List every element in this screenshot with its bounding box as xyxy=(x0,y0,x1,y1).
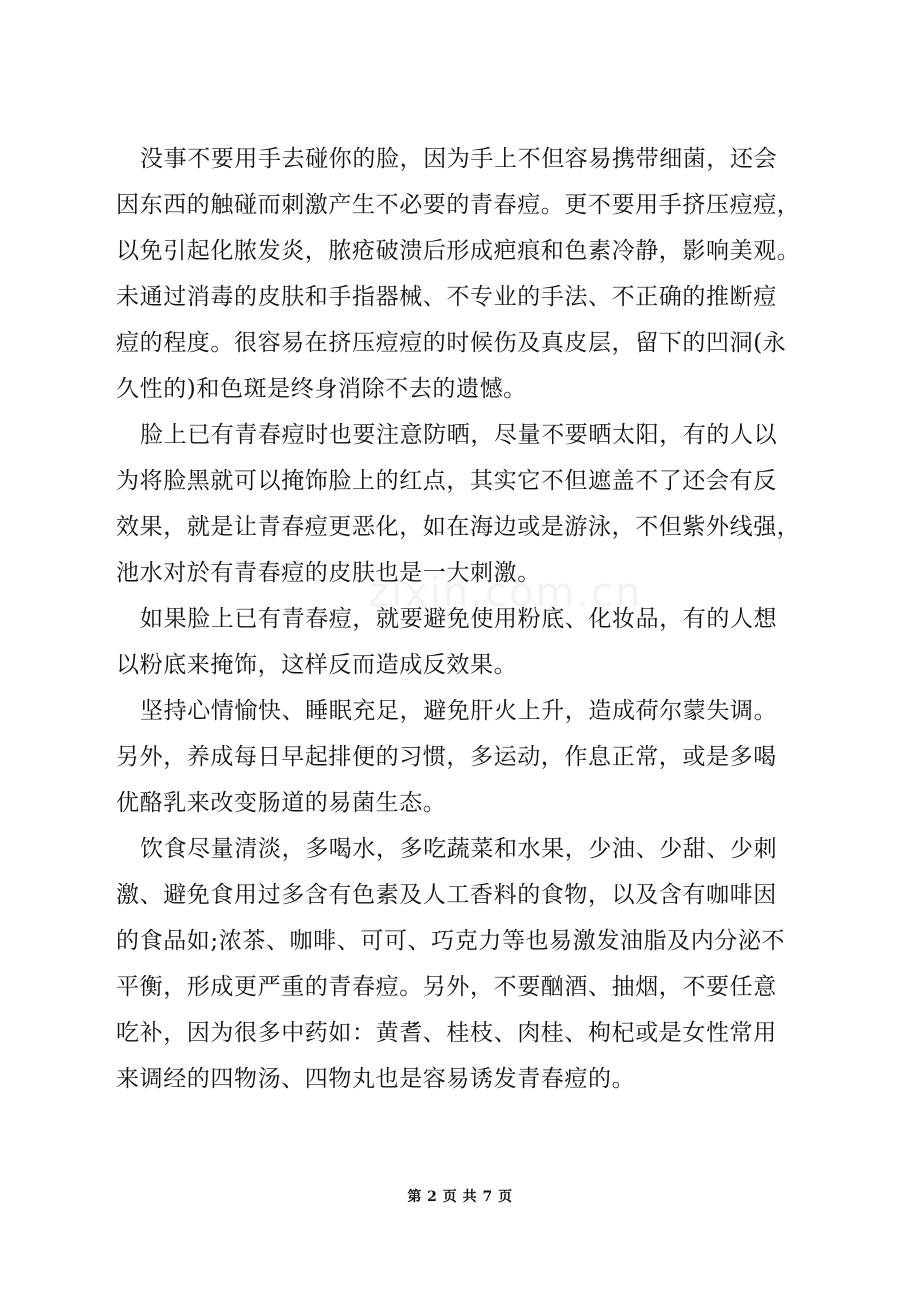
paragraph-line: 效果，就是让青春痘更恶化，如在海边或是游泳，不但紫外线强， xyxy=(116,514,801,540)
paragraph-line: 如果脸上已有青春痘，就要避免使用粉底、化妆品，有的人想 xyxy=(140,606,778,632)
paragraph-line: 吃补，因为很多中药如：黄耆、桂枝、肉桂、枸杞或是女性常用 xyxy=(116,1020,777,1046)
paragraph-line: 脸上已有青春痘时也要注意防晒，尽量不要晒太阳，有的人以 xyxy=(140,422,778,448)
paragraph-line: 激、避免食用过多含有色素及人工香料的食物，以及含有咖啡因 xyxy=(116,882,777,908)
document-body xyxy=(116,136,816,1102)
paragraph-line: 因东西的触碰而刺激产生不必要的青春痘。更不要用手挤压痘痘， xyxy=(116,192,801,218)
paragraph-line: 为将脸黑就可以掩饰脸上的红点，其实它不但遮盖不了还会有反 xyxy=(116,468,777,494)
paragraph-line: 来调经的四物汤、四物丸也是容易诱发青春痘的。 xyxy=(116,1066,636,1092)
paragraph-line: 久性的)和色斑是终身消除不去的遗憾。 xyxy=(116,376,527,402)
paragraph-line: 平衡，形成更严重的青春痘。另外，不要酗酒、抽烟，不要任意 xyxy=(116,974,777,1000)
paragraph-line: 以免引起化脓发炎，脓疮破溃后形成疤痕和色素冷静，影响美观。 xyxy=(116,238,801,264)
watermark: zixin.com.cn xyxy=(368,570,643,616)
paragraph-line: 的食品如;浓茶、咖啡、可可、巧克力等也易激发油脂及内分泌不 xyxy=(116,928,786,954)
paragraph-line: 另外，养成每日早起排便的习惯，多运动，作息正常，或是多喝 xyxy=(116,744,777,770)
paragraph-line: 坚持心情愉快、睡眠充足，避免肝火上升，造成荷尔蒙失调。 xyxy=(140,698,778,724)
paragraph-line: 未通过消毒的皮肤和手指器械、不专业的手法、不正确的推断痘 xyxy=(116,284,777,310)
page-number: 第 2 页 共 7 页 xyxy=(407,1189,513,1205)
paragraph-line: 痘的程度。很容易在挤压痘痘的时候伤及真皮层，留下的凹洞(永 xyxy=(116,330,787,356)
paragraph-line: 以粉底来掩饰，这样反而造成反效果。 xyxy=(116,652,518,678)
paragraph-line: 优酪乳来改变肠道的易菌生态。 xyxy=(116,790,447,816)
paragraph-line: 饮食尽量清淡，多喝水，多吃蔬菜和水果，少油、少甜、少刺 xyxy=(140,836,778,862)
paragraph-line: 池水对於有青春痘的皮肤也是一大刺激。 xyxy=(116,560,541,586)
paragraph-line: 没事不要用手去碰你的脸，因为手上不但容易携带细菌，还会 xyxy=(140,146,778,172)
